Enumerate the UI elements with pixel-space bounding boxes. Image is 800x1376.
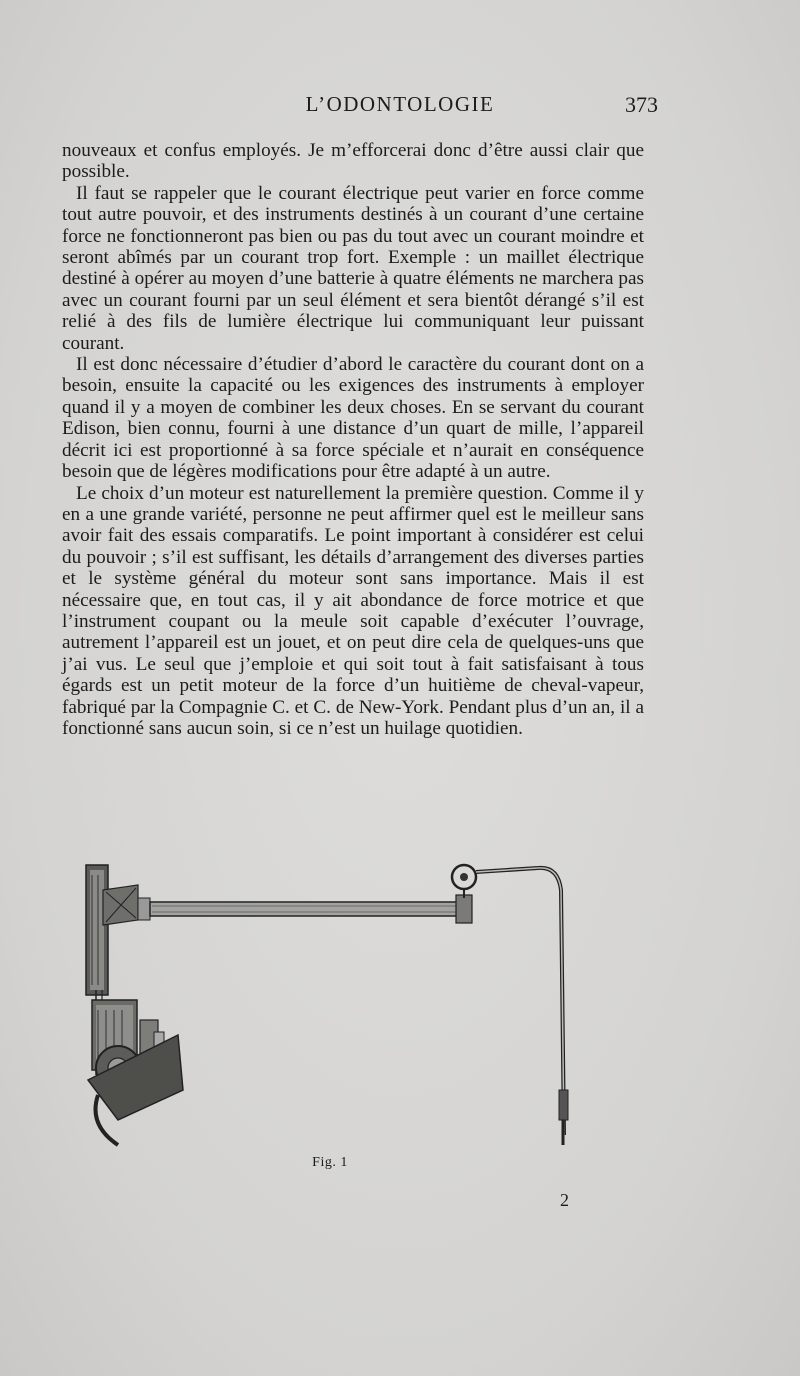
paragraph-4: Le choix d’un moteur est naturellement la première question. Comme il y en a une grande variété, personne ne peut affirmer quel est le meilleur sans avoir fait des essais comparatifs. Le point important à considérer est celui du pouvoir ; s’il est suffisant, les détails d’arrangement des diverses parties et le système général du moteur sont sans importance. Mais il est nécessaire que, en tout cas, il y ait abondance de force motrice et que l’instrument coupant ou la meule soit capable d’exécuter l’ouvrage, autrement l’appareil est un jouet, et on peut dire cela de quelques-uns que j’ai vus. Le seul que j’emploie et qui soit tout à fait satisfaisant à tous égards est un petit moteur de la force d’un huitième de cheval-vapeur, fabriqué par la Compagnie C. et C. de New-York. Pendant plus d’un an, il a fonctionné sans aucun soin, si ce n’est un huilage quotidien. (62, 482, 644, 739)
figure-caption: Fig. 1 (312, 1155, 348, 1170)
wall-bracket (86, 865, 108, 995)
journal-title: L’ODONTOLOGIE (305, 92, 495, 116)
paragraph-1: nouveaux et confus employés. Je m’efforcerai donc d’être aussi clair que possible. (62, 140, 644, 183)
paragraph-2: Il faut se rappeler que le courant électrique peut varier en force comme tout autre pouvoir, et des instruments destinés à un courant d’une certaine force ne fonctionneront pas bien ou pas du tout avec un courant moindre et seront abîmés par un courant trop fort. Exemple : un maillet électrique destiné à opérer au moyen d’une batterie à quatre éléments ne marchera pas avec un courant fourni par un seul élément et sera bientôt dérangé s’il est relié à des fils de lumière électrique lui communiquant leur puissant courant. (62, 182, 644, 354)
page-number: 373 (625, 92, 658, 117)
figure-engraving (78, 850, 588, 1155)
pulley-wheel (452, 865, 476, 898)
body-text (62, 140, 644, 739)
paragraph-3: Il est donc nécessaire d’étudier d’abord le caractère du courant dont on a besoin, ensuite la capacité ou les exigences des instruments à employer quand il y a moyen de combiner les deux choses. En se servant du courant Edison, bien connu, fourni à une distance d’un quart de mille, l’appareil décrit ici est proportionné à sa force spéciale et n’aurait en conséquence besoin que de légères modifications pour être adapté à un autre. (62, 354, 644, 483)
flexible-cable (476, 868, 568, 1145)
horizontal-arm (103, 885, 472, 925)
signature-mark: 2 (560, 1190, 569, 1210)
dental-engine-illustration (78, 850, 588, 1155)
running-head (0, 92, 800, 122)
